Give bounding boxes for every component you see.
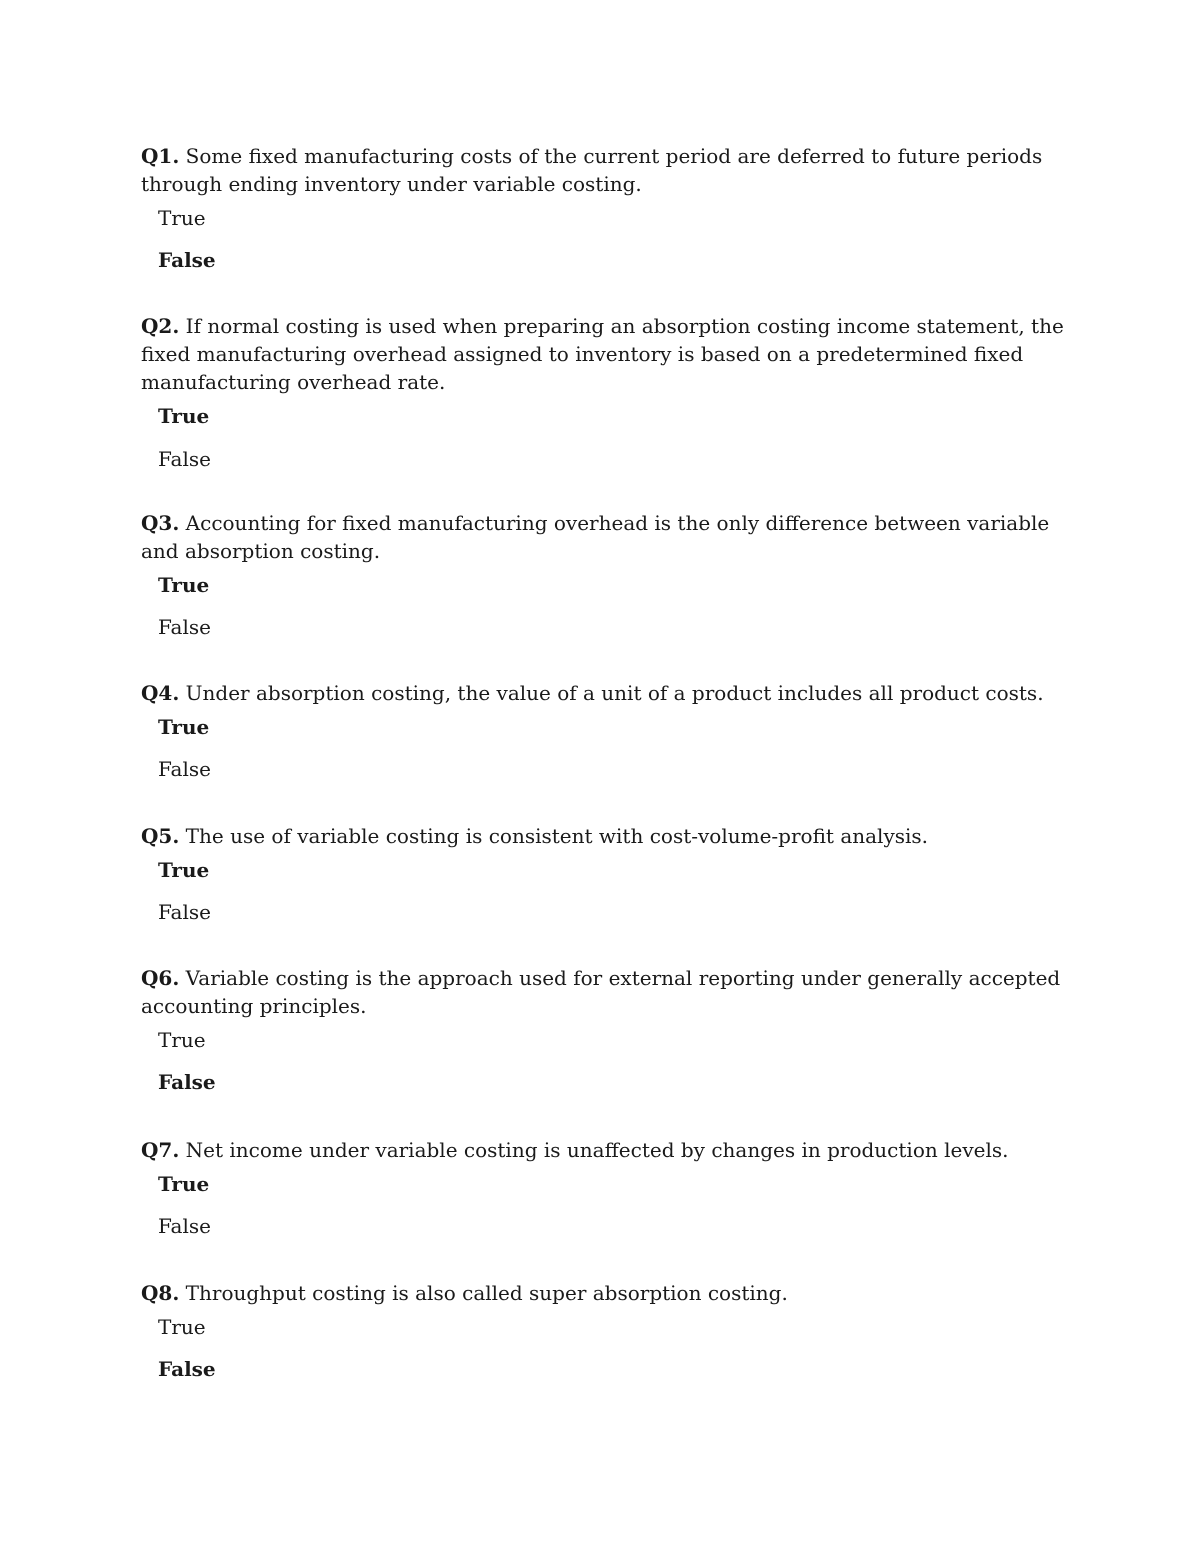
question-4 <box>141 679 1071 781</box>
question-text <box>141 822 1071 850</box>
question-7 <box>141 1136 1071 1238</box>
question-number: Q8. <box>141 1281 180 1305</box>
question-body: If normal costing is used when preparing an absorption costing income statement, the fixed manufacturing overhead assigned to inventory is based on a predetermined fixed manufacturing overhead rate. <box>141 314 1064 394</box>
option-false-correct: False <box>158 248 216 272</box>
option-true-correct: True <box>158 715 210 739</box>
option-false: False <box>158 757 211 781</box>
option-false-correct: False <box>158 1070 216 1094</box>
option-false: False <box>158 1214 211 1238</box>
question-3 <box>141 509 1071 639</box>
question-number: Q2. <box>141 314 180 338</box>
question-number: Q7. <box>141 1138 180 1162</box>
option-false: False <box>158 615 211 639</box>
question-text <box>141 964 1071 1020</box>
question-text <box>141 312 1071 396</box>
question-text <box>141 1279 1071 1307</box>
option-true-correct: True <box>158 858 210 882</box>
question-text <box>141 509 1071 565</box>
option-true: True <box>158 1315 206 1339</box>
question-2 <box>141 312 1071 471</box>
question-number: Q5. <box>141 824 180 848</box>
question-body: Under absorption costing, the value of a unit of a product includes all product costs. <box>179 681 1044 705</box>
question-body: Accounting for fixed manufacturing overhead is the only difference between variable and absorption costing. <box>141 511 1050 563</box>
question-number: Q1. <box>141 144 180 168</box>
option-true-correct: True <box>158 573 210 597</box>
question-6 <box>141 964 1071 1094</box>
question-number: Q3. <box>141 511 180 535</box>
option-false: False <box>158 900 211 924</box>
option-true-correct: True <box>158 1172 210 1196</box>
question-number: Q4. <box>141 681 180 705</box>
question-text <box>141 679 1071 707</box>
question-body: Variable costing is the approach used for external reporting under generally accepted accounting principles. <box>141 966 1061 1018</box>
question-8 <box>141 1279 1071 1381</box>
question-1 <box>141 142 1071 272</box>
option-true: True <box>158 206 206 230</box>
question-number: Q6. <box>141 966 180 990</box>
question-text <box>141 1136 1071 1164</box>
question-5 <box>141 822 1071 924</box>
option-false: False <box>158 447 211 471</box>
question-body: Throughput costing is also called super absorption costing. <box>179 1281 788 1305</box>
question-text <box>141 142 1071 198</box>
option-true: True <box>158 1028 206 1052</box>
question-body: Some fixed manufacturing costs of the current period are deferred to future periods through ending inventory under variable costing. <box>141 144 1043 196</box>
option-false-correct: False <box>158 1357 216 1381</box>
question-body: The use of variable costing is consistent with cost-volume-profit analysis. <box>179 824 929 848</box>
question-body: Net income under variable costing is unaffected by changes in production levels. <box>179 1138 1009 1162</box>
option-true-correct: True <box>158 404 210 428</box>
